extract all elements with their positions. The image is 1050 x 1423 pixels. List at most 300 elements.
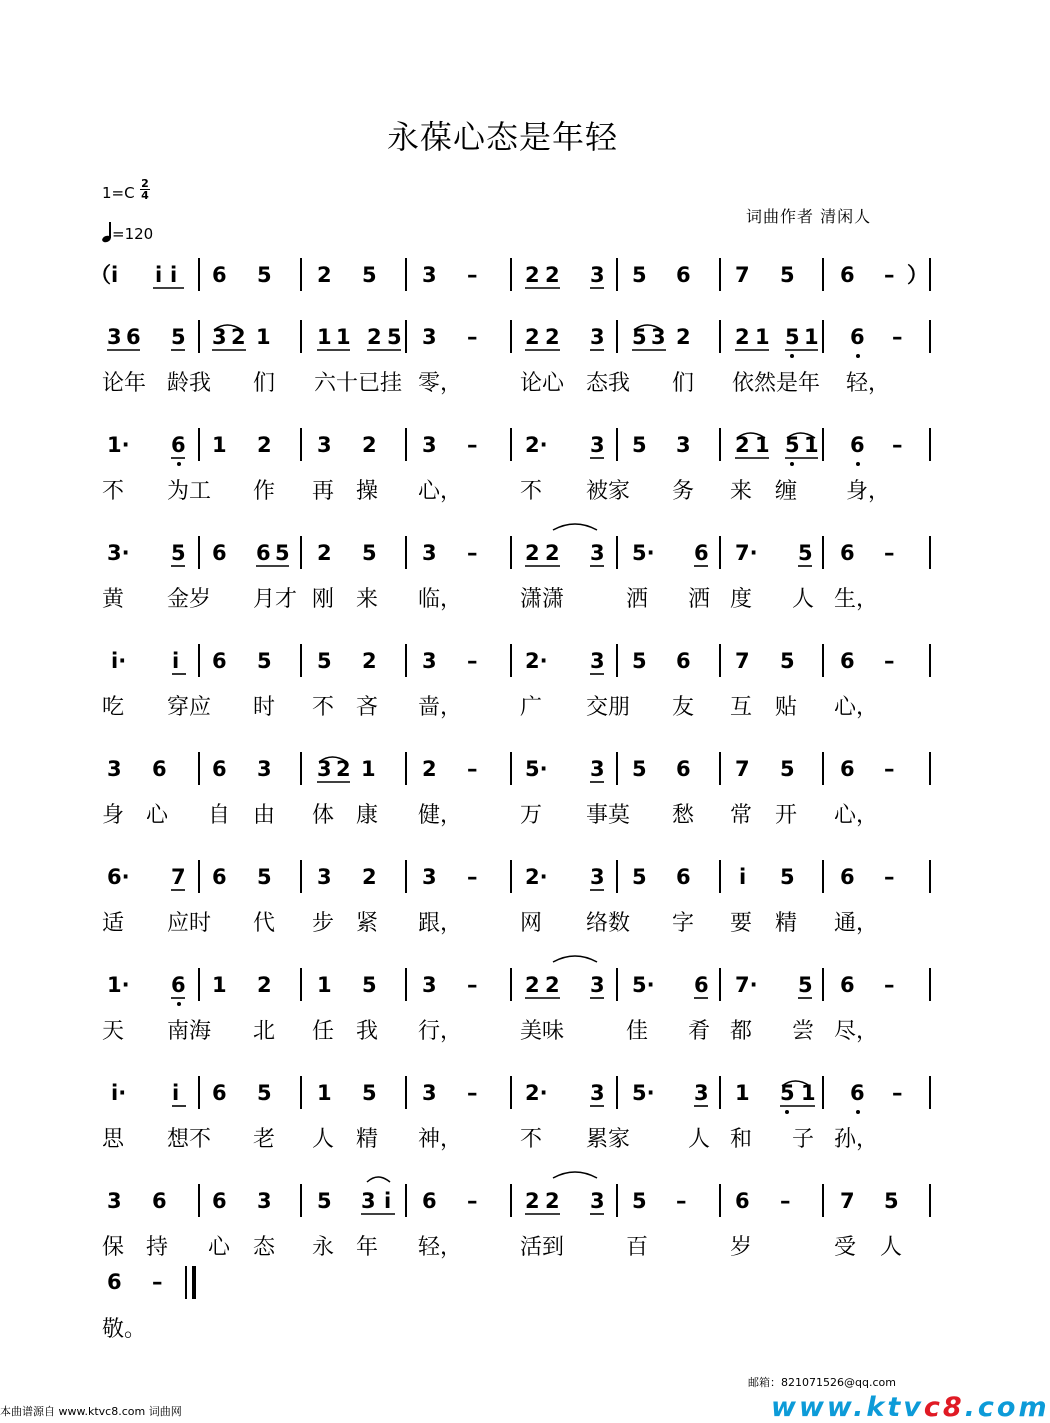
lyric-line: 不 [102, 479, 125, 504]
lyric-line: 网 [520, 911, 543, 936]
note: i [172, 1081, 180, 1105]
lyric-line: 被家 [586, 479, 631, 504]
note: 3 [257, 1189, 272, 1213]
note: 6 [676, 865, 691, 889]
note: 5 [632, 865, 647, 889]
note: 5 [387, 325, 402, 349]
note: 3 [590, 865, 605, 889]
note: 5 [798, 541, 813, 565]
logo-8: 8 [942, 1392, 965, 1423]
note: 2 [362, 433, 377, 457]
lyric-line: 尽， [834, 1019, 879, 1044]
lyric-line: 年 [356, 1235, 379, 1260]
note: 5 [780, 1081, 795, 1105]
lyric-line: 健， [418, 803, 463, 828]
lyric-line: 吃 [102, 695, 125, 720]
lyric-line: 论心 [520, 371, 565, 396]
note: 2 [545, 1189, 560, 1213]
lyric-line: 要 [730, 911, 753, 936]
note: 2 [362, 649, 377, 673]
note: – [467, 541, 478, 565]
lyric-line: 人 [880, 1235, 903, 1260]
lyric-line: 依然是年 [732, 371, 821, 396]
lyric-line: 轻， [846, 371, 891, 396]
note: 3 [422, 865, 437, 889]
lyric-line: 心 [208, 1235, 231, 1260]
lyric-line: 不 [520, 1127, 543, 1152]
lyric-line: 万 [520, 803, 543, 828]
note: i [384, 1189, 392, 1213]
note: 3 [590, 757, 605, 781]
note: 2 [257, 433, 272, 457]
note: 5· [632, 1081, 655, 1105]
lyric-line: 身 [102, 803, 125, 828]
note: 2 [257, 973, 272, 997]
lyric-line: 持 [146, 1235, 169, 1260]
lyric-line: 保 [102, 1235, 125, 1260]
note: i [739, 865, 747, 889]
lyric-line: 活到 [520, 1235, 565, 1260]
note: 2 [735, 433, 750, 457]
note: – [884, 865, 895, 889]
lyric-line: 应时 [167, 911, 212, 936]
note: – [467, 973, 478, 997]
note: 2· [525, 649, 548, 673]
lyric-line: 累家 [586, 1127, 631, 1152]
lyric-line: 作 [253, 479, 276, 504]
lyric-line: 任 [312, 1019, 335, 1044]
note: – [884, 973, 895, 997]
note: 6 [676, 757, 691, 781]
note: 3 [651, 325, 666, 349]
lyric-line: 生， [834, 587, 879, 612]
note: 3 [107, 1189, 122, 1213]
note: 1 [804, 433, 819, 457]
lyric-line: 自 [208, 803, 231, 828]
intro-note: 6 [676, 263, 691, 287]
octave-dots [177, 354, 860, 1114]
lyric-line: 事莫 [586, 803, 631, 828]
lyric-line: 来 [356, 587, 379, 612]
lyric-line: 友 [672, 695, 695, 720]
note: 6 [850, 1081, 865, 1105]
logo-c: c [923, 1392, 943, 1423]
note: 3 [317, 865, 332, 889]
note: 6 [840, 973, 855, 997]
note: 6 [840, 649, 855, 673]
note: – [676, 1189, 687, 1213]
note: 7 [171, 865, 186, 889]
lyric-line: 月才 [253, 587, 298, 612]
lyric-line: 来 [730, 479, 753, 504]
note: 1 [317, 325, 332, 349]
lyric-line: 黄 [102, 587, 125, 612]
note: – [892, 433, 903, 457]
lyric-line: 我 [356, 1019, 379, 1044]
note: 5 [257, 1081, 272, 1105]
lyric-line: 吝 [356, 695, 379, 720]
note: 3 [422, 325, 437, 349]
note: 6 [850, 433, 865, 457]
time-signature-bottom: 4 [141, 189, 149, 202]
lyric-line: 通， [834, 911, 879, 936]
note: 3 [422, 973, 437, 997]
note: 1 [317, 973, 332, 997]
lyric-line: 肴 [688, 1019, 711, 1044]
note: 3 [590, 1081, 605, 1105]
lyric-line: 紧 [356, 911, 379, 936]
author-credit: 词曲作者 清闲人 [746, 207, 872, 226]
note: – [892, 325, 903, 349]
lyric-line: 身， [846, 479, 891, 504]
note: 6 [694, 541, 709, 565]
note: 2 [317, 541, 332, 565]
note: 2 [336, 757, 351, 781]
note: 6 [171, 973, 186, 997]
lyric-line: 穿应 [167, 695, 212, 720]
note: 5 [362, 541, 377, 565]
note: 6 [152, 757, 167, 781]
note: i· [111, 1081, 127, 1105]
intro-note: 2 [525, 263, 540, 287]
lyric-line: 常 [730, 803, 753, 828]
note: 3· [107, 541, 130, 565]
lyric-line: 尝 [792, 1019, 815, 1044]
note: 2 [545, 541, 560, 565]
note: 3 [361, 1189, 376, 1213]
note: 5 [317, 1189, 332, 1213]
note: 5 [275, 541, 290, 565]
lyric-line: 美味 [520, 1019, 565, 1044]
note: 6 [152, 1189, 167, 1213]
intro-note: 3 [422, 263, 437, 287]
lyric-line: 佳 [626, 1019, 649, 1044]
note: 5 [632, 649, 647, 673]
note: 3 [212, 325, 227, 349]
note: 1 [804, 325, 819, 349]
lyric-line: 永 [312, 1235, 335, 1260]
intro-note: 5 [632, 263, 647, 287]
note: i [172, 649, 180, 673]
note: 2 [735, 325, 750, 349]
slurs [214, 325, 815, 1182]
lyric-line: 心， [418, 479, 463, 504]
note: 6 [694, 973, 709, 997]
intro-note: 2 [317, 263, 332, 287]
note: 2 [367, 325, 382, 349]
note: 5 [171, 541, 186, 565]
intro-note: 5 [257, 263, 272, 287]
note: 2 [525, 325, 540, 349]
note: – [467, 1081, 478, 1105]
note: 2 [362, 865, 377, 889]
note: 5 [785, 433, 800, 457]
note: 2 [525, 541, 540, 565]
note: 3 [422, 1081, 437, 1105]
lyric-line: 务 [672, 479, 695, 504]
lyric-line: 广 [520, 695, 543, 720]
lyric-line: 行， [418, 1019, 463, 1044]
note: 6 [171, 433, 186, 457]
note: 6 [422, 1189, 437, 1213]
note: 1 [256, 325, 271, 349]
note: 5 [798, 973, 813, 997]
note: 3 [676, 433, 691, 457]
note: 5· [632, 541, 655, 565]
lyric-line: 南海 [167, 1019, 212, 1044]
intro-note: – [884, 263, 895, 287]
note: – [467, 433, 478, 457]
lyric-line: 精 [775, 911, 798, 936]
footer-email: 邮箱：821071526@qq.com [748, 1376, 896, 1389]
lyric-line: 想不 [167, 1127, 212, 1152]
lyric-line: 北 [253, 1019, 276, 1044]
song-title: 永葆心态是年轻 [386, 118, 618, 156]
lyric-line: 零， [418, 371, 463, 396]
note: 3 [590, 541, 605, 565]
lyric-line: 老 [253, 1127, 276, 1152]
note: – [467, 1189, 478, 1213]
note: 6· [107, 865, 130, 889]
note: 6 [212, 541, 227, 565]
note: 7 [735, 757, 750, 781]
note: 3 [590, 325, 605, 349]
note: – [884, 541, 895, 565]
intro-note: i [170, 263, 178, 287]
note: 6 [212, 757, 227, 781]
lyric-line: 缠 [775, 479, 798, 504]
footer-source: 本曲谱源自 www.ktvc8.com 词曲网 [0, 1405, 182, 1418]
note: 5 [632, 433, 647, 457]
note: 5 [632, 1189, 647, 1213]
note: 7 [840, 1189, 855, 1213]
note: 5· [632, 973, 655, 997]
note: 6 [840, 541, 855, 565]
site-logo[interactable] [771, 1392, 1050, 1423]
note: 1 [361, 757, 376, 781]
lyric-line: 们 [672, 371, 695, 396]
note: 7· [735, 973, 758, 997]
lyric-line: 神， [418, 1127, 463, 1152]
intro-open-paren: （ [90, 263, 111, 287]
intro-note: i [111, 263, 119, 287]
lyric-line: 时 [253, 695, 276, 720]
note: 7 [735, 649, 750, 673]
lyric-line: 心 [146, 803, 169, 828]
note: 6 [212, 1081, 227, 1105]
rhythm-underlines [107, 288, 821, 1214]
note: 1 [801, 1081, 816, 1105]
note: 3 [590, 433, 605, 457]
intro-note: i [155, 263, 163, 287]
note: 3 [422, 649, 437, 673]
note: – [884, 649, 895, 673]
lyric-line: 子 [792, 1127, 815, 1152]
lyric-line: 人 [312, 1127, 335, 1152]
note: 6 [212, 865, 227, 889]
note: 3 [422, 541, 437, 565]
key-signature: 1=C [102, 184, 135, 202]
note: 7· [735, 541, 758, 565]
note: 5 [785, 325, 800, 349]
lyric-line: 刚 [312, 587, 335, 612]
lyric-line: 们 [253, 371, 276, 396]
intro-note: 6 [840, 263, 855, 287]
lyric-line: 操 [356, 479, 379, 504]
lyric-line: 络数 [586, 911, 631, 936]
note: 6 [840, 865, 855, 889]
note: – [467, 865, 478, 889]
note: 6 [840, 757, 855, 781]
lyric-line: 六十已挂 [314, 371, 403, 396]
note: 5 [632, 757, 647, 781]
note: 3 [107, 757, 122, 781]
intro-note: 2 [545, 263, 560, 287]
note: 1 [755, 325, 770, 349]
lyric-line: 金岁 [167, 587, 212, 612]
lyric-line: 不 [520, 479, 543, 504]
intro-close-paren: ） [907, 263, 928, 287]
note: 3 [590, 1189, 605, 1213]
note: 6 [126, 325, 141, 349]
note: 2 [545, 973, 560, 997]
lyric-line: 和 [730, 1127, 753, 1152]
note: 3 [590, 649, 605, 673]
lyric-line: 跟， [418, 911, 463, 936]
note: – [780, 1189, 791, 1213]
logo-suffix: .com [964, 1392, 1050, 1423]
lyric-line: 由 [253, 803, 276, 828]
note: 1 [317, 1081, 332, 1105]
logo-prefix: www.ktv [771, 1392, 924, 1423]
lyric-line: 贴 [775, 695, 798, 720]
note: 5 [632, 325, 647, 349]
note: 6 [850, 325, 865, 349]
lyric-line: 为工 [167, 479, 212, 504]
lyric-line: 都 [730, 1019, 753, 1044]
lyric-line: 人 [792, 587, 815, 612]
note: 2 [525, 1189, 540, 1213]
note: 6 [107, 1270, 122, 1294]
note: 1 [212, 433, 227, 457]
lyric-line: 临， [418, 587, 463, 612]
note: 3 [422, 433, 437, 457]
note: 1 [755, 433, 770, 457]
note: 5· [525, 757, 548, 781]
note: 5 [780, 757, 795, 781]
note: 3 [317, 757, 332, 781]
note: 5 [171, 325, 186, 349]
note: i· [111, 649, 127, 673]
lyric-line: 百 [626, 1235, 649, 1260]
lyric-line: 孙， [834, 1127, 879, 1152]
lyric-line: 不 [312, 695, 335, 720]
tempo-value: =120 [112, 225, 154, 243]
lyric-line: 心， [834, 695, 879, 720]
lyric-line: 论年 [102, 371, 147, 396]
note: 3 [107, 325, 122, 349]
intro-note: 5 [780, 263, 795, 287]
note: 5 [362, 1081, 377, 1105]
note: 5 [257, 865, 272, 889]
note: 3 [317, 433, 332, 457]
note: 5 [780, 649, 795, 673]
note: 5 [780, 865, 795, 889]
lyric-line: 岁 [730, 1235, 753, 1260]
lyric-line: 敬。 [102, 1317, 147, 1342]
note: 3 [694, 1081, 709, 1105]
lyric-line: 互 [730, 695, 753, 720]
note: 5 [317, 649, 332, 673]
note: 3 [257, 757, 272, 781]
note: 6 [676, 649, 691, 673]
lyric-line: 体 [312, 803, 335, 828]
lyric-line: 字 [672, 911, 695, 936]
intro-note: 5 [362, 263, 377, 287]
lyric-line: 潇潇 [520, 587, 565, 612]
note: – [467, 649, 478, 673]
lyric-line: 洒 [626, 587, 649, 612]
note: 6 [735, 1189, 750, 1213]
lyric-line: 适 [102, 911, 125, 936]
note: 5 [362, 973, 377, 997]
lyric-line: 人 [688, 1127, 711, 1152]
note: 6 [212, 649, 227, 673]
lyric-line: 度 [730, 587, 753, 612]
note: 2 [676, 325, 691, 349]
note: 6 [212, 1189, 227, 1213]
lyric-line: 精 [356, 1127, 379, 1152]
note: 3 [590, 973, 605, 997]
note: 2 [525, 973, 540, 997]
note: 1 [336, 325, 351, 349]
note: – [892, 1081, 903, 1105]
lyric-line: 再 [312, 479, 335, 504]
note: – [467, 325, 478, 349]
lyric-line: 康 [356, 803, 379, 828]
intro-note: – [467, 263, 478, 287]
lyric-line: 代 [253, 911, 276, 936]
note: 2· [525, 865, 548, 889]
lyric-line: 受 [834, 1235, 857, 1260]
note: 6 [256, 541, 271, 565]
note: 2· [525, 433, 548, 457]
lyric-line: 交朋 [586, 695, 631, 720]
note: 1 [735, 1081, 750, 1105]
lyric-line: 轻， [418, 1235, 463, 1260]
note: 2· [525, 1081, 548, 1105]
note: 1· [107, 433, 130, 457]
lyric-line: 态 [253, 1235, 276, 1260]
note: 1· [107, 973, 130, 997]
bar-lines [199, 258, 930, 291]
lyric-line: 思 [102, 1127, 125, 1152]
note: – [467, 757, 478, 781]
note: – [152, 1270, 163, 1294]
note: 1 [212, 973, 227, 997]
intro-note: 6 [212, 263, 227, 287]
intro-note: 3 [590, 263, 605, 287]
lyric-line: 洒 [688, 587, 711, 612]
note: 2 [545, 325, 560, 349]
intro-note: 7 [735, 263, 750, 287]
time-signature-top: 2 [141, 177, 149, 190]
lyric-line: 龄我 [167, 371, 212, 396]
measure-bar-lines [186, 320, 930, 1299]
lyric-line: 愁 [672, 803, 695, 828]
lyric-line: 心， [834, 803, 879, 828]
lyric-line: 态我 [586, 371, 631, 396]
